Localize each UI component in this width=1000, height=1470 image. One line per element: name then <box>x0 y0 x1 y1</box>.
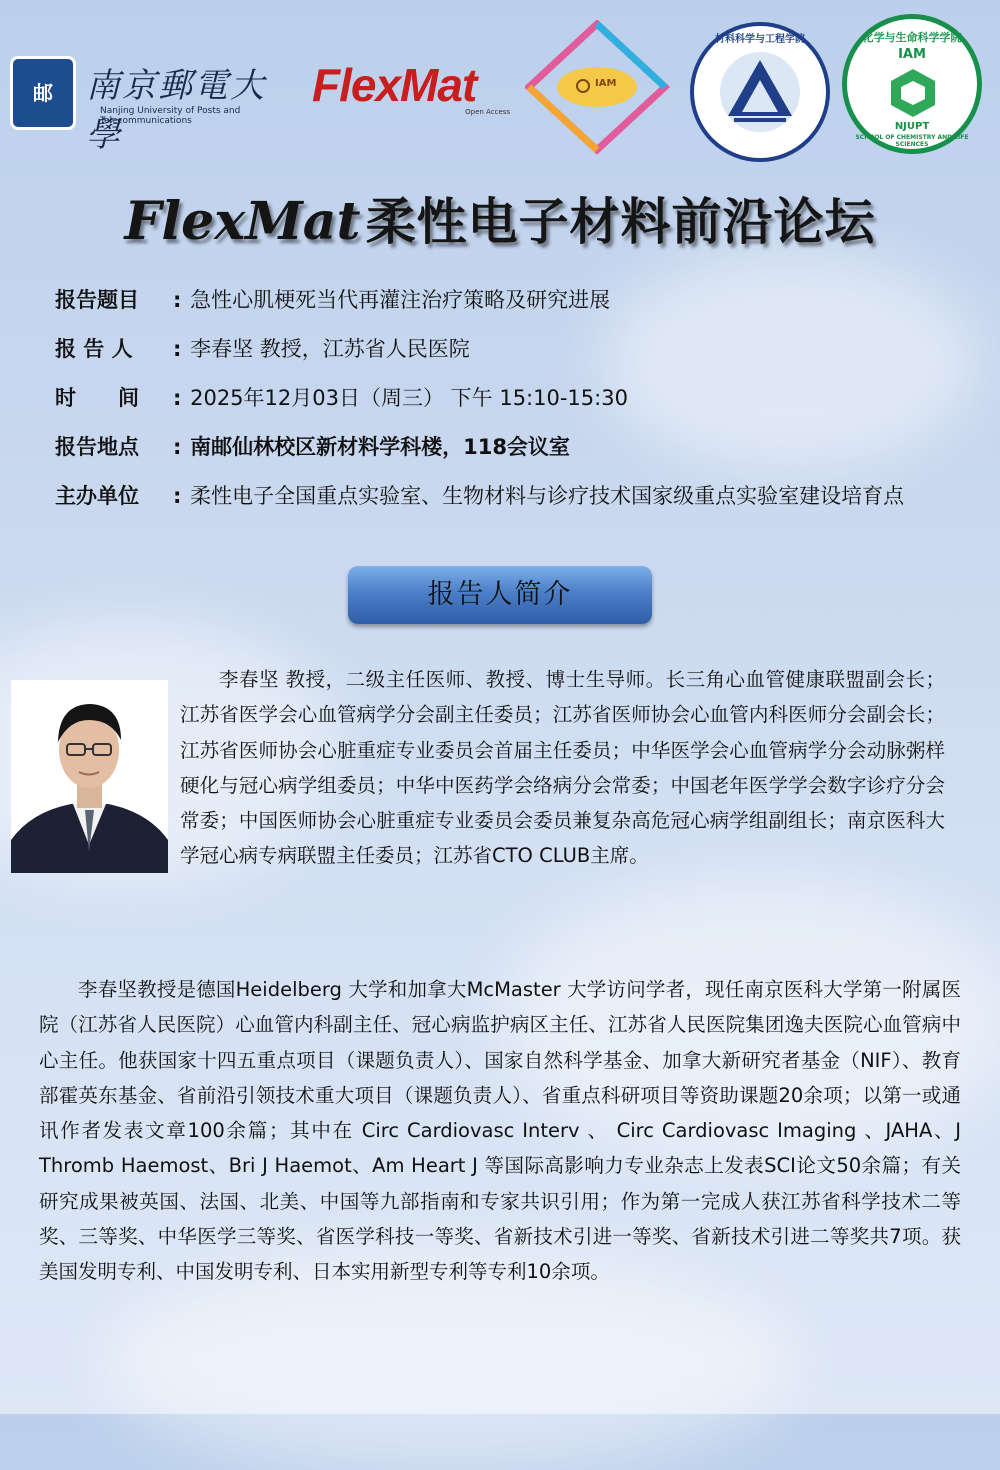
iam-logo <box>525 20 670 155</box>
page-title-en: FlexMat <box>124 191 361 252</box>
flexmat-logo <box>312 60 512 120</box>
info-colon: : <box>173 288 182 312</box>
njupt-crest-icon: 邮 <box>10 56 76 130</box>
school-chemistry-njupt: NJUPT <box>894 121 930 132</box>
info-colon: : <box>173 337 182 361</box>
school-chemistry-name-en: SCHOOL OF CHEMISTRY AND LIFE SCIENCES <box>855 134 969 148</box>
speaker-bio-paragraph-2: 李春坚教授是德国Heidelberg 大学和加拿大McMaster 大学访问学者，现任南京医科大学第一附属医院（江苏省人民医院）心血管内科副主任、冠心病监护病区主任、江苏省人民医院集团逸夫医院心血管病中心主任。他获国家十四五重点项目（课题负责人）、国家自然科学基金、加拿大新研究者基金（NIF）、教育部霍英东基金、省前沿引领技术重大项目（课题负责人）、省重点科研项目等资助课题20余项；以第一或通讯作者发表文章100余篇；其中在 Circ Cardiovasc Interv 、 Circ Cardiovasc Imaging 、JAHA、J Thromb Haemost、Bri J Haemot、Am Heart J 等国际高影响力专业杂志上发表SCI论文50余篇；有关研究成果被英国、法国、北美、中国等九部指南和专家共识引用；作为第一完成人获江苏省科学技术二等奖、三等奖、中华医学三等奖、省医学科技一等奖、省新技术引进一等奖、省新技术引进二等奖共7项。获美国发明专利、中国发明专利、日本实用新型专利等专利10余项。 <box>39 978 961 1284</box>
page-title <box>0 182 1000 254</box>
speaker-intro-heading: 报告人简介 <box>348 566 652 624</box>
triangle-emblem-icon <box>720 52 800 132</box>
info-row-speaker <box>55 333 990 382</box>
info-row-location <box>55 431 990 480</box>
speaker-bio-paragraph-1: 李春坚 教授，二级主任医师、教授、博士生导师。长三角心血管健康联盟副会长；江苏省医学会心血管病学分会副主任委员；江苏省医师协会心血管内科医师分会副会长；江苏省医师协会心脏重症专业委员会首届主任委员；中华医学会心血管病学分会动脉粥样硬化与冠心病学组委员；中华中医药学会络病分会常委；中国老年医学学会数字诊疗分会常委；中国医师协会心脏重症专业委员会委员兼复杂高危冠心病学组副组长；南京医科大学冠心病专病联盟主任委员；江苏省CTO CLUB主席。 <box>180 668 945 868</box>
flexmat-wordmark: FlexMat <box>312 59 477 111</box>
info-colon: : <box>173 435 182 459</box>
info-label: 报告地点 <box>55 435 139 459</box>
info-value: 南邮仙林校区新材料学科楼，118会议室 <box>190 435 570 459</box>
info-value: 急性心肌梗死当代再灌注治疗策略及研究进展 <box>190 288 611 312</box>
info-row-topic <box>55 284 990 333</box>
university-name-cn: 南京郵電大學 <box>86 66 266 155</box>
info-row-time <box>55 382 990 431</box>
university-name-en: Nanjing University of Posts and Telecommunications <box>100 106 241 126</box>
info-colon: : <box>173 484 182 508</box>
school-materials-emblem <box>720 52 800 132</box>
info-label: 报 告 人 <box>55 337 133 361</box>
info-value: 柔性电子全国重点实验室、生物材料与诊疗技术国家级重点实验室建设培育点 <box>190 484 905 508</box>
school-materials-logo <box>690 22 830 162</box>
school-materials-name: 材料科学与工程学院 <box>715 34 805 45</box>
event-info <box>55 284 990 529</box>
school-chemistry-name: 化学与生命科学学院 <box>862 31 962 44</box>
info-label: 时 间 <box>55 386 139 410</box>
speaker-photo <box>11 680 168 873</box>
info-row-organizer <box>55 480 990 529</box>
njupt-logo <box>10 52 295 155</box>
info-value: 李春坚 教授，江苏省人民医院 <box>190 337 470 361</box>
info-label: 报告题目 <box>55 288 139 312</box>
logo-bar <box>0 0 1000 170</box>
iam-logo-text: IAM <box>595 78 617 89</box>
page-title-cn: 柔性电子材料前沿论坛 <box>365 193 876 251</box>
info-value: 2025年12月03日（周三） 下午 15:10-15:30 <box>190 386 628 410</box>
cube-emblem-icon <box>887 67 939 119</box>
info-label: 主办单位 <box>55 484 139 508</box>
speaker-portrait-icon <box>11 680 168 873</box>
school-chemistry-iam: IAM <box>898 47 926 62</box>
info-colon: : <box>173 386 182 410</box>
flexmat-subtitle: Open Access <box>465 108 510 116</box>
school-chemistry-logo <box>842 14 982 154</box>
